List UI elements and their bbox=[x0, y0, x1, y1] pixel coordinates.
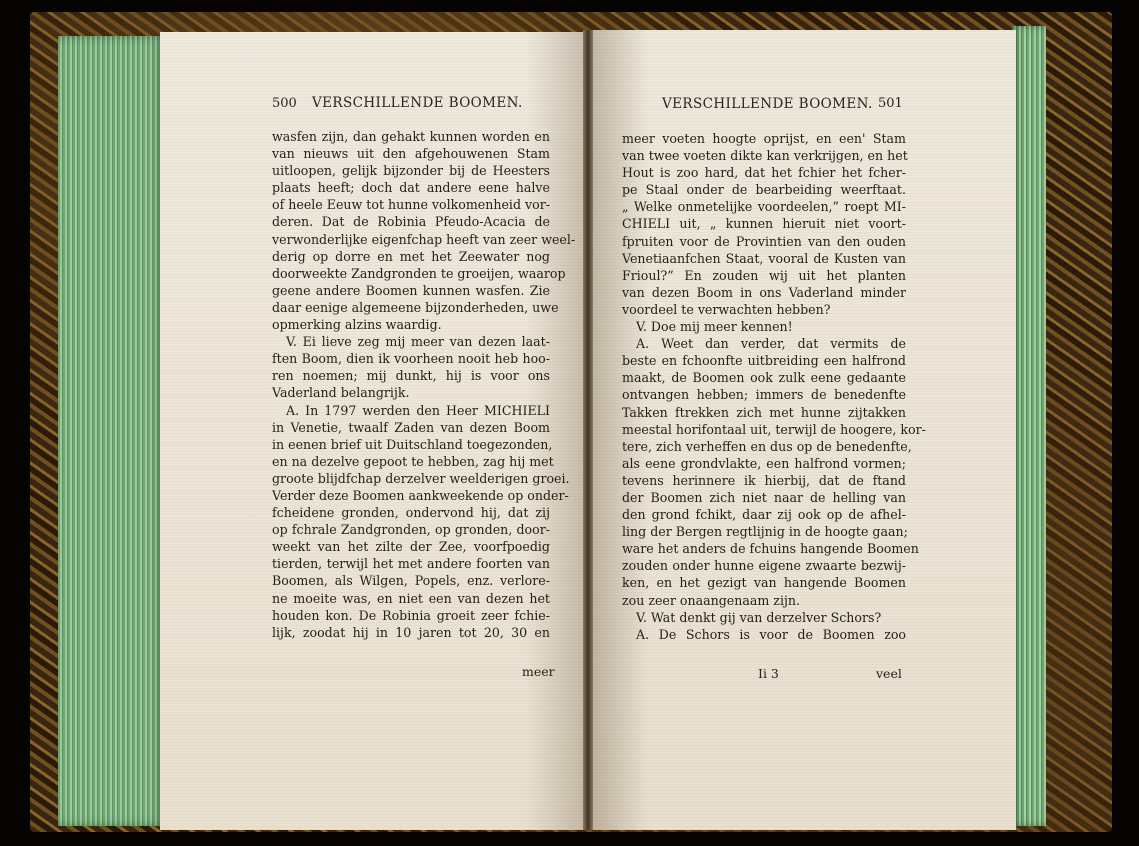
text-line: van dezen Boom in ons Vaderland minder bbox=[622, 284, 906, 300]
text-line: V. Wat denkt gij van derzelver Schors? bbox=[636, 609, 882, 625]
text-line: deren. Dat de Robinia Pfeudo-Acacia de bbox=[272, 214, 550, 230]
text-line: V. Doe mij meer kennen! bbox=[636, 319, 793, 335]
left-page-number: 500 bbox=[272, 96, 297, 111]
text-line: ren noemen; mij dunkt, hij is voor ons bbox=[272, 368, 550, 384]
text-line: A. De Schors is voor de Boomen zoo bbox=[636, 626, 906, 642]
right-signature: Ii 3 bbox=[758, 666, 779, 681]
text-line: en na dezelve gepoot te hebben, zag hij met bbox=[272, 453, 554, 469]
text-line: den grond fchikt, daar zij ook op de afhel- bbox=[622, 507, 906, 523]
text-line: doorweekte Zandgronden te groeijen, waarop bbox=[272, 265, 566, 281]
right-running-head: VERSCHILLENDE BOOMEN. bbox=[662, 96, 873, 112]
left-catchword: meer bbox=[522, 664, 555, 679]
text-line: ware het anders de fchuins hangende Boomen bbox=[622, 541, 919, 557]
text-line: fcheidene gronden, ondervond hij, dat zij bbox=[272, 505, 550, 521]
text-line: Vaderland belangrijk. bbox=[272, 385, 410, 401]
text-line: op fchrale Zandgronden, op gronden, door- bbox=[272, 522, 550, 538]
text-line: meer voeten hoogte oprijst, en een' Stam bbox=[622, 131, 906, 146]
text-line: ften Boom, dien ik voorheen nooit heb hoo- bbox=[272, 351, 550, 367]
right-catchword: veel bbox=[876, 666, 902, 681]
text-line: ken, en het gezigt van hangende Boomen bbox=[622, 575, 906, 591]
book-gutter bbox=[583, 30, 593, 830]
text-line: voordeel te verwachten hebben? bbox=[622, 301, 831, 317]
text-line: Frioul?” En zouden wij uit het planten bbox=[622, 267, 906, 283]
left-body-text bbox=[272, 128, 576, 641]
text-line: meestal horifontaal uit, terwijl de hoogere, kor- bbox=[622, 421, 926, 437]
text-line: zouden onder hunne eigene zwaarte bezwij- bbox=[622, 558, 906, 574]
text-line: uitloopen, gelijk bijzonder bij de Heesters bbox=[272, 163, 550, 179]
text-line: Verder deze Boomen aankweekende op onder- bbox=[272, 487, 569, 503]
text-line: Boomen, als Wilgen, Popels, enz. verlore- bbox=[272, 573, 550, 589]
text-line: wasfen zijn, dan gehakt kunnen worden en bbox=[272, 129, 550, 144]
text-line: A. In 1797 werden den Heer MICHIELI bbox=[286, 402, 550, 418]
text-line: der Boomen zich niet naar de helling van bbox=[622, 489, 906, 505]
text-line: maakt, de Boomen ook zulk eene gedaante bbox=[622, 370, 906, 386]
text-line: ontvangen hebben; immers de benedenfte bbox=[622, 387, 906, 403]
text-line: opmerking alzins waardig. bbox=[272, 317, 442, 333]
text-line: fpruiten voor de Provintien van den ouden bbox=[622, 233, 906, 249]
text-line: geene andere Boomen kunnen wasfen. Zie bbox=[272, 282, 550, 298]
text-line: daar eenige algemeene bijzonderheden, uwe bbox=[272, 299, 559, 315]
text-line: derig op dorre en met het Zeewater nog bbox=[272, 248, 550, 264]
text-line: weekt van het zilte der Zee, voorfpoedig bbox=[272, 539, 550, 555]
text-line: of heele Eeuw tot hunne volkomenheid vor- bbox=[272, 197, 550, 213]
left-running-head: VERSCHILLENDE BOOMEN. bbox=[312, 95, 523, 111]
text-line: groote blijdfchap derzelver weelderigen groei. bbox=[272, 470, 570, 486]
text-line: ling der Bergen regtlijnig in de hoogte gaan; bbox=[622, 524, 908, 540]
text-line: V. Ei lieve zeg mij meer van dezen laat- bbox=[286, 334, 550, 350]
text-line: houden kon. De Robinia groeit zeer fchie- bbox=[272, 607, 550, 623]
text-line: Venetiaanfchen Staat, vooral de Kusten van bbox=[622, 250, 906, 266]
text-line: Takken ftrekken zich met hunne zijtakken bbox=[622, 404, 906, 420]
page-edges-left bbox=[58, 36, 166, 826]
text-line: tevens herinnere ik hierbij, dat de ftand bbox=[622, 472, 906, 488]
right-page-number: 501 bbox=[878, 96, 903, 111]
text-line: tierden, terwijl het met andere foorten van bbox=[272, 556, 550, 572]
text-line: CHIELI uit, „ kunnen hieruit niet voort- bbox=[622, 216, 906, 232]
text-line: verwonderlijke eigenfchap heeft van zeer weel- bbox=[272, 231, 576, 247]
text-line: plaats heeft; doch dat andere eene halve bbox=[272, 180, 550, 196]
text-line: pe Staal onder de bearbeiding weerftaat. bbox=[622, 182, 906, 198]
text-line: Hout is zoo hard, dat het fchier het fcher- bbox=[622, 165, 906, 181]
right-body-text bbox=[622, 130, 926, 643]
text-line: tere, zich verheffen en dus op de benedenfte, bbox=[622, 438, 912, 454]
text-line: ne moeite was, en niet een van dezen het bbox=[272, 590, 550, 606]
text-line: A. Weet dan verder, dat vermits de bbox=[636, 336, 906, 352]
text-line: beste en fchoonfte uitbreiding een halfrond bbox=[622, 353, 906, 369]
text-line: als eene grondvlakte, een halfrond vormen; bbox=[622, 455, 906, 471]
text-line: van twee voeten dikte kan verkrijgen, en het bbox=[622, 148, 908, 164]
text-line: zou zeer onaangenaam zijn. bbox=[622, 592, 800, 608]
text-line: in Venetie, twaalf Zaden van dezen Boom bbox=[272, 419, 550, 435]
text-line: van nieuws uit den afgehouwenen Stam bbox=[272, 146, 550, 162]
text-line: in eenen brief uit Duitschland toegezonden, bbox=[272, 436, 553, 452]
page-edges-right bbox=[1012, 26, 1046, 826]
text-line: lijk, zoodat hij in 10 jaren tot 20, 30 en bbox=[272, 624, 550, 640]
text-line: „ Welke onmetelijke voordeelen,” roept MI- bbox=[622, 199, 906, 215]
